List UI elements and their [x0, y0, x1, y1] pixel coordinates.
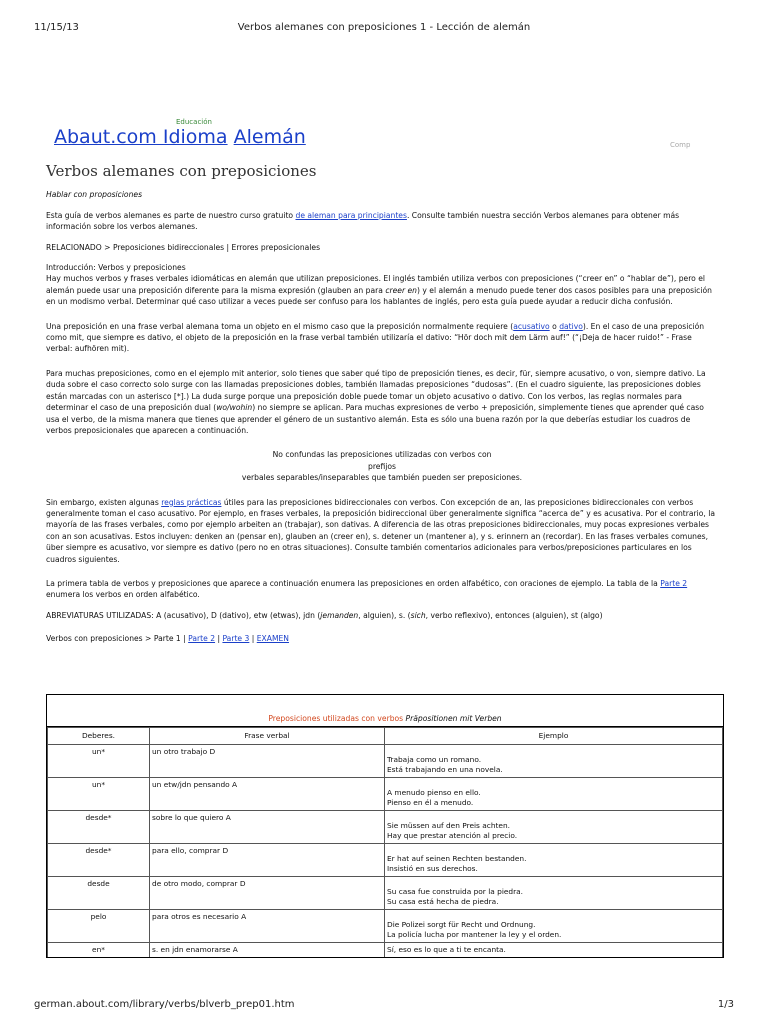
accusative-link[interactable]: acusativo	[513, 321, 550, 331]
verbs-table-container	[46, 694, 724, 958]
page-title: Verbos alemanes con preposiciones	[46, 162, 317, 180]
verbs-table	[47, 727, 723, 958]
cell-example: Trabaja como un romano. Está trabajando en una novela.	[385, 745, 723, 778]
dative-link[interactable]: dativo	[559, 321, 583, 331]
brand-link-aleman[interactable]: Alemán	[233, 126, 306, 148]
intro-paragraph: Esta guía de verbos alemanes es parte de nuestro curso gratuito de aleman para principiantes. Consulte también nuestra sección Verbos alemanes para obtener más información sobre los verbos alemanes.	[46, 210, 680, 232]
print-date: 11/15/13	[34, 22, 79, 33]
col-header-example: Ejemplo	[385, 728, 723, 745]
cell-phrase: un otro trabajo D	[150, 745, 385, 778]
cell-prep: un*	[48, 745, 150, 778]
cell-phrase: un etw/jdn pensando A	[150, 778, 385, 811]
cell-example: Su casa fue construida por la piedra. Su casa está hecha de piedra.	[385, 877, 723, 910]
cell-prep: en*	[48, 943, 150, 959]
rules-link[interactable]: reglas prácticas	[161, 497, 222, 507]
cell-phrase: para ello, comprar D	[150, 844, 385, 877]
article-body	[46, 162, 718, 654]
caption-german: Präpositionen mit Verben	[405, 714, 502, 723]
case-paragraph: Una preposición en una frase verbal alemana toma un objeto en el mismo caso que la preposición normalmente requiere (acusativo o dativo). En el caso de una preposición como mit, que siempre es dativo, el objeto de la preposición en la frase verbal también utilizaría el dativo: “Hör doch mit dem Lärm auf!” (“¡Deja de hacer ruido!” - Frase verbal: aufhören mit).	[46, 321, 705, 354]
cell-example: Er hat auf seinen Rechten bestanden. Insistió en sus derechos.	[385, 844, 723, 877]
brand-category: Educación	[176, 118, 212, 126]
cell-prep: pelo	[48, 910, 150, 943]
nav-exam-link[interactable]: EXAMEN	[256, 634, 289, 644]
cell-prep: desde	[48, 877, 150, 910]
table-intro-paragraph: La primera tabla de verbos y preposiciones que aparece a continuación enumera las preposiciones en orden alfabético, con oraciones de ejemplo. La tabla de la Parte 2 enumera los verbos en orden alfabético.	[46, 578, 688, 600]
site-brand	[54, 126, 306, 148]
sidebar-snippet: Comp	[670, 141, 691, 149]
dual-prepositions-paragraph: Para muchas preposiciones, como en el ejemplo mit anterior, solo tienes que saber qué tipo de preposición tienes, es decir, für, siempre acusativo, o von, siempre dativo. La duda sobre el caso correcto solo surge con las llamadas preposiciones dobles, también llamadas preposiciones “dudosas”. (En el cuadro siguiente, las preposiciones dobles están marcadas con un asterisco [*].) La duda surge porque una preposición doble puede tomar un objeto acusativo o dativo. Con los verbos, las reglas normales para determinar el caso de una preposición dual (wo/wohin) no siempre se aplican. Para muchas expresiones de verbo + preposición, simplemente tienes que aprender qué caso usa el verbo, de la misma manera que tienes que aprender el género de un sustantivo alemán. Esta es sólo una buena razón por la que deberías estudiar los cuadros de verbos preposicionales que aparecen a continuación.	[46, 368, 706, 435]
subtitle: Hablar con proposiciones	[46, 190, 143, 200]
table-caption	[47, 695, 723, 727]
part2-link[interactable]: Parte 2	[660, 578, 688, 588]
table-row	[48, 910, 723, 943]
print-title: Verbos alemanes con preposiciones 1 - Lección de alemán	[237, 22, 531, 33]
table-row	[48, 877, 723, 910]
intro-section: Introducción: Verbos y preposiciones Hay muchos verbos y frases verbales idiomáticas en alemán que utilizan preposiciones. El inglés también utiliza verbos con preposiciones (“creer en” o “hablar de”), pero el alemán puede usar una preposición diferente para la misma expresión (glauben an para creer en) y el alemán a menudo puede tener dos casos posibles para una preposición en un modismo verbal. Determinar qué caso utilizar a veces puede ser confuso para los hablantes de inglés, pero esta guía puede ayudar a reducir dicha confusión.	[46, 263, 712, 307]
cell-example: Die Polizei sorgt für Recht und Ordnung. La policía lucha por mantener la ley y el orden.	[385, 910, 723, 943]
caption-spanish: Preposiciones utilizadas con verbos	[268, 714, 404, 723]
cell-phrase: para otros es necesario A	[150, 910, 385, 943]
nav-part2-link[interactable]: Parte 2	[188, 634, 216, 644]
col-header-phrase: Frase verbal	[150, 728, 385, 745]
cell-prep: un*	[48, 778, 150, 811]
brand-link-idioma[interactable]: Abaut.com Idioma	[54, 126, 228, 148]
rules-paragraph: Sin embargo, existen algunas reglas prácticas útiles para las preposiciones bidireccionales con verbos. Con excepción de an, las preposiciones bidireccionales con verbos generalmente toman el caso acusativo. Por ejemplo, en frases verbales, la preposición bidireccional über generalmente significa “acerca de” y es acusativa. Por el contrario, la mayoría de las frases verbales, como por ejemplo arbeiten an (trabajar), son dativas. A diferencia de las otras preposiciones bidireccionales, muy pocas expresiones verbales con an son acusativas. Estos incluyen: denken an (pensar en), glauben an (creer en), s. detener un (mantener a), y s. erinnern an (recordar). En las frases verbales comunes, über siempre es acusativo, vor siempre es dativo (pero no en otras situaciones). Consulte también comentarios adicionales para verbos/preposiciones particulares en los cuadros siguientes.	[46, 497, 715, 564]
parts-nav: Verbos con preposiciones > Parte 1 | Parte 2 | Parte 3 | EXAMEN	[46, 634, 289, 644]
beginners-course-link[interactable]: de aleman para principiantes	[295, 210, 407, 220]
cell-prep: desde*	[48, 844, 150, 877]
cell-phrase: sobre lo que quiero A	[150, 811, 385, 844]
page-number: 1/3	[717, 999, 734, 1010]
intro-heading: Introducción: Verbos y preposiciones	[46, 263, 186, 273]
table-row	[48, 844, 723, 877]
table-row	[48, 943, 723, 959]
cell-example: Sie müssen auf den Preis achten. Hay que prestar atención al precio.	[385, 811, 723, 844]
cell-phrase: s. en jdn enamorarse A	[150, 943, 385, 959]
cell-example: Sí, eso es lo que a ti te encanta.	[385, 943, 723, 959]
cell-phrase: de otro modo, comprar D	[150, 877, 385, 910]
print-url: german.about.com/library/verbs/blverb_prep01.htm	[34, 999, 295, 1010]
abbreviations: ABREVIATURAS UTILIZADAS: A (acusativo), D (dativo), etw (etwas), jdn (jemanden, alguien), s. (sich, verbo reflexivo), entonces (alguien), st (algo)	[46, 610, 603, 620]
table-row	[48, 811, 723, 844]
related-links: RELACIONADO > Preposiciones bidireccionales | Errores preposicionales	[46, 242, 321, 252]
table-row	[48, 745, 723, 778]
cell-example: A menudo pienso en ello. Pienso en él a menudo.	[385, 778, 723, 811]
nav-part3-link[interactable]: Parte 3	[222, 634, 250, 644]
table-row	[48, 778, 723, 811]
prefix-note: No confundas las preposiciones utilizadas con verbos con prefijos verbales separables/inseparables que también pueden ser preposiciones.	[241, 450, 523, 483]
cell-prep: desde*	[48, 811, 150, 844]
col-header-prep: Deberes.	[48, 728, 150, 745]
